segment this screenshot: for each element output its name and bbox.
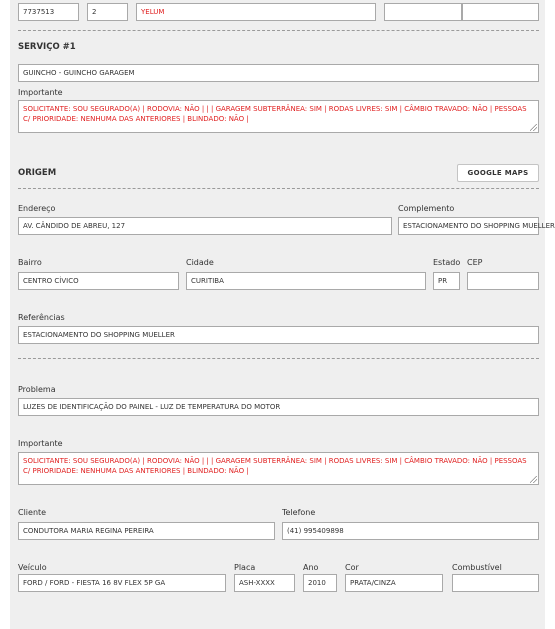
service-field[interactable]: GUINCHO - GUINCHO GARAGEM (18, 64, 539, 82)
year-label: Ano (303, 563, 319, 572)
zip-label: CEP (467, 258, 483, 267)
name-field[interactable]: YELUM (136, 3, 376, 21)
year-field[interactable]: 2010 (303, 574, 337, 592)
references-label: Referências (18, 313, 65, 322)
fuel-field[interactable] (452, 574, 539, 592)
zip-field[interactable] (467, 272, 539, 290)
phone-label: Telefone (282, 508, 316, 517)
divider (18, 188, 539, 189)
service-important-label: Importante (18, 88, 63, 97)
origin-title: ORIGEM (18, 168, 57, 178)
problem-important-label: Importante (18, 439, 63, 448)
references-field[interactable]: ESTACIONAMENTO DO SHOPPING MUELLER (18, 326, 539, 344)
service-important-textarea[interactable] (18, 100, 539, 133)
vehicle-label: Veículo (18, 563, 47, 572)
color-field[interactable]: PRATA/CINZA (345, 574, 443, 592)
extra-field-2[interactable] (462, 3, 539, 21)
google-maps-button[interactable]: GOOGLE MAPS (457, 164, 539, 182)
service-title: SERVIÇO #1 (18, 42, 76, 52)
complement-label: Complemento (398, 204, 455, 213)
state-field[interactable]: PR (433, 272, 460, 290)
city-field[interactable]: CURITIBA (186, 272, 426, 290)
complement-field[interactable]: ESTACIONAMENTO DO SHOPPING MUELLER (398, 217, 539, 235)
district-label: Bairro (18, 258, 42, 267)
problem-label: Problema (18, 385, 56, 394)
number-field[interactable]: 2 (87, 3, 128, 21)
state-label: Estado (433, 258, 461, 267)
client-field[interactable]: CONDUTORA MARIA REGINA PEREIRA (18, 522, 275, 540)
address-field[interactable]: AV. CÂNDIDO DE ABREU, 127 (18, 217, 392, 235)
problem-important-text: SOLICITANTE: SOU SEGURADO(A) | RODOVIA: NÃO | | | GARAGEM SUBTERRÂNEA: SIM | RODAS LIVRES: SIM | CÂMBIO TRAVADO: NÃO | PESSOAS C/ PRIORIDADE: NENHUMA DAS ANTERIORES | BLINDADO: NÃO | (23, 457, 527, 475)
plate-field[interactable]: ASH-XXXX (234, 574, 295, 592)
divider (18, 30, 539, 31)
problem-field[interactable]: LUZES DE IDENTIFICAÇÃO DO PAINEL - LUZ DE TEMPERATURA DO MOTOR (18, 398, 539, 416)
divider (18, 358, 539, 359)
service-important-text: SOLICITANTE: SOU SEGURADO(A) | RODOVIA: NÃO | | | GARAGEM SUBTERRÂNEA: SIM | RODAS LIVRES: SIM | CÂMBIO TRAVADO: NÃO | PESSOAS C/ PRIORIDADE: NENHUMA DAS ANTERIORES | BLINDADO: NÃO | (23, 105, 527, 123)
extra-field-1[interactable] (384, 3, 462, 21)
problem-important-textarea[interactable] (18, 452, 539, 485)
client-label: Cliente (18, 508, 47, 517)
city-label: Cidade (186, 258, 214, 267)
resize-grip-icon[interactable] (530, 476, 537, 483)
plate-label: Placa (234, 563, 256, 572)
phone-field[interactable]: (41) 995409898 (282, 522, 539, 540)
address-label: Endereço (18, 204, 56, 213)
fuel-label: Combustível (452, 563, 502, 572)
resize-grip-icon[interactable] (530, 124, 537, 131)
district-field[interactable]: CENTRO CÍVICO (18, 272, 179, 290)
code-field[interactable]: 7737513 (18, 3, 79, 21)
vehicle-field[interactable]: FORD / FORD - FIESTA 16 8V FLEX 5P GA (18, 574, 226, 592)
color-label: Cor (345, 563, 359, 572)
